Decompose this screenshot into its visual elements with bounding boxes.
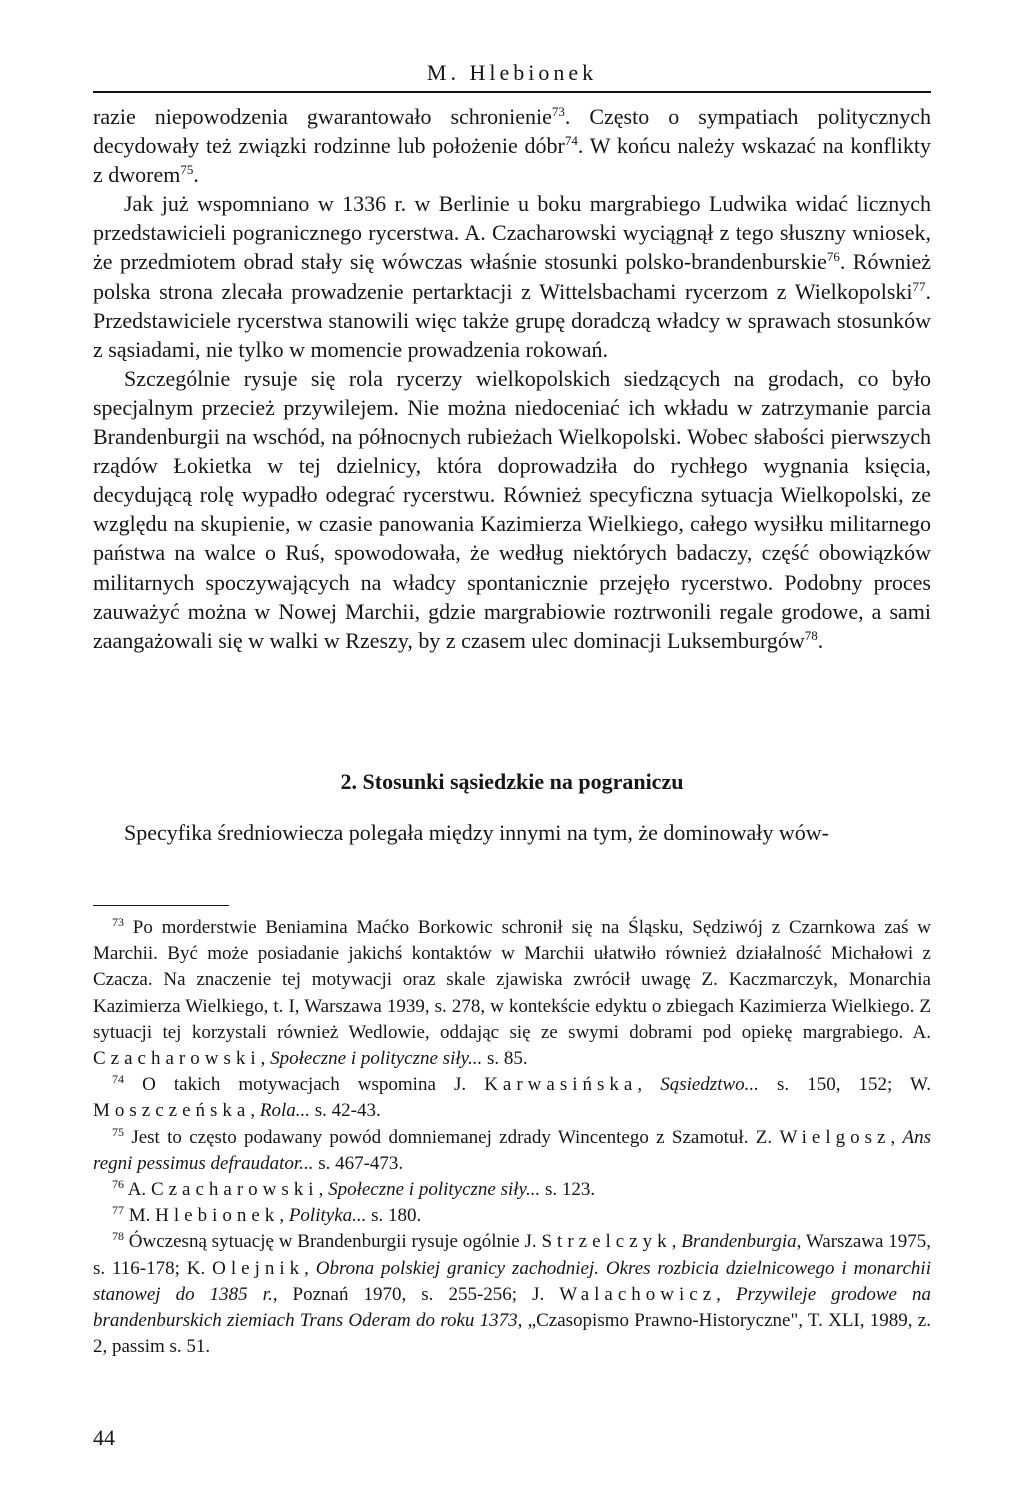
footnote-77 — [93, 1203, 931, 1229]
paragraph-3 — [93, 364, 931, 655]
text-run: , Poznań 1970, s. 255-256; J. — [272, 1283, 560, 1305]
work-title: Rola... — [259, 1100, 310, 1122]
footnote-number: 76 — [112, 1177, 124, 1192]
author-name: Olejnik — [212, 1257, 305, 1279]
paragraph-1 — [93, 102, 931, 189]
text-run: , — [716, 1283, 736, 1305]
work-title: Ans regni pessimus defraudator... — [93, 1126, 932, 1174]
text-run: , „Czasopismo Prawno-Historyczne", T. XLI, 1989, z. 2, passim s. 51. — [93, 1310, 931, 1358]
footnote-number: 73 — [112, 915, 124, 929]
page-number: 44 — [93, 1425, 115, 1450]
text-run: , — [304, 1257, 316, 1279]
work-title: Przywileje grodowe na brandenburskich ziemiach Trans Oderam do roku 1373 — [93, 1283, 932, 1332]
footnote-rule — [93, 905, 229, 906]
footnote-76 — [93, 1177, 931, 1203]
author-name: Hlebionek — [155, 1205, 280, 1227]
text-run: . Przedstawiciele rycerstwa stanowili więc także grupę doradczą władcy w sprawach stosunków z sąsiadami, nie tylko w momencie prowadzenia rokowań. — [93, 278, 931, 362]
author-name: Wielgosz — [779, 1126, 891, 1148]
footnote-ref-76[interactable]: 76 — [826, 249, 840, 265]
footnote-number: 74 — [112, 1072, 124, 1087]
text-run: . Często o sympatiach politycznych decydowały też związki rodzinne lub położenie dóbr — [93, 104, 931, 159]
text-run: . Również polska strona zlecała prowadzenie pertarktacji z Wittelsbachami rycerzom z Wielkopolski — [93, 249, 932, 304]
footnote-74 — [93, 1072, 931, 1124]
footnote-ref-75[interactable]: 75 — [180, 162, 194, 178]
text-run: s. 123. — [540, 1179, 596, 1201]
footnote-number: 78 — [112, 1229, 124, 1244]
author-name: Strzelczyk — [541, 1231, 672, 1253]
work-title: Brandenburgia — [681, 1231, 797, 1253]
text-run: A. — [124, 1179, 151, 1201]
footnote-number: 75 — [112, 1124, 124, 1139]
footnote-73 — [93, 915, 931, 1072]
text-run: . W końcu należy wskazać na konflikty z dworem — [93, 133, 931, 188]
text-run: , — [671, 1231, 682, 1253]
text-run: Jest to często podawany powód domniemanej zdrady Wincentego z Szamotuł. Z. — [124, 1126, 780, 1148]
paragraph-2 — [93, 189, 931, 364]
text-run: , Warszawa 1975, s. 116-178; K. — [93, 1231, 931, 1279]
text-run: , — [260, 1048, 271, 1070]
text-run: . — [193, 162, 199, 188]
text-run: . — [817, 627, 824, 653]
author-name: Moszczeńska — [93, 1100, 251, 1122]
text-run: M. — [124, 1205, 156, 1227]
text-run: , — [637, 1074, 661, 1096]
text-run: razie niepowodzenia gwarantowało schronienie — [93, 104, 552, 129]
work-title: Sąsiedztwo... — [660, 1074, 759, 1096]
text-run: , — [318, 1179, 329, 1201]
text-run: , — [250, 1100, 260, 1122]
text-run: s. 42-43. — [310, 1100, 381, 1122]
footnotes — [93, 915, 931, 1360]
text-run: Jak już wspomniano w 1336 r. w Berlinie u boku margrabiego Ludwika widać licznych przedstawicieli pogranicznego rycerstwa. A. Czacharowski wyciągnął z tego słuszny wniosek, że przedmiotem obrad stały się wówczas właśnie stosunki polsko-brandenburskie — [93, 191, 931, 275]
text-run: Po morderstwie Beniamina Maćko Borkowic schronił się na Śląsku, Sędziwój z Czarnkowa zaś w Marchii. Być może posiadanie jakichś kontaktów w Marchii ułatwiło również działalność Michałowi z Czacza. Na znaczenie tej motywacji oraz skale zjawiska zwrócił uwagę Z. Kaczmarczyk, Monarchia Kazimierza Wielkiego, t. I, Warszawa 1939, s. 278, w kontekście edyktu o zbiegach Kazimierza Wielkiego. Z sytuacji tej korzystali również Wedlowie, oddając się ze swymi dobrami pod opiekę margrabiego. A. — [93, 917, 931, 1043]
text-run: , — [890, 1126, 903, 1148]
text-run: s. 180. — [366, 1205, 422, 1227]
footnote-ref-74[interactable]: 74 — [564, 133, 578, 149]
section-heading: 2. Stosunki sąsiedzkie na pograniczu — [340, 769, 684, 794]
footnote-78 — [93, 1229, 931, 1360]
footnote-ref-78[interactable]: 78 — [804, 627, 818, 643]
work-title: Polityka... — [288, 1205, 367, 1227]
running-head: M. Hlebionek — [426, 60, 598, 85]
text-run: , — [279, 1205, 289, 1227]
text-run: s. 150, 152; W. — [758, 1074, 932, 1096]
body-text — [93, 102, 931, 655]
work-title: Społeczne i polityczne siły... — [328, 1179, 541, 1201]
work-title: Obrona polskiej granicy zachodniej. Okres rozbicia dzielnicowego i monarchii stanowej do 1385 r. — [93, 1257, 931, 1305]
author-name: Czacharowski — [93, 1048, 261, 1070]
author-name: Karwasińska — [484, 1074, 638, 1096]
footnote-ref-77[interactable]: 77 — [912, 278, 926, 294]
text-run: O takich motywacjach wspomina J. — [124, 1074, 485, 1096]
footnote-ref-73[interactable]: 73 — [551, 104, 565, 119]
text-run: s. 85. — [482, 1048, 528, 1070]
header-rule — [93, 91, 931, 93]
footnote-75 — [93, 1125, 931, 1177]
author-name: Walachowicz — [559, 1283, 717, 1305]
footnote-number: 77 — [112, 1203, 124, 1218]
author-name: Czacharowski — [150, 1179, 319, 1201]
text-run: Szczególnie rysuje się rola rycerzy wielkopolskich siedzących na grodach, co było specjalnym przecież przywilejem. Nie można niedoceniać ich wkładu w zatrzymanie parcia Brandenburgii na wschód, na północnych rubieżach Wielkopolski. Wobec słabości pierwszych rządów Łokietka w tej dzielnicy, która doprowadziła do rychłego wygnania księcia, decydującą rolę wypadło odegrać rycerstwu. Również specyficzna sytuacja Wielkopolski, ze względu na skupienie, w czasie panowania Kazimierza Wielkiego, całego wysiłku militarnego państwa na walce o Ruś, spowodowała, że według niektórych badaczy, część obowiązków militarnych spoczywających na władcy spontanicznie przejęło rycerstwo. Podobny proces zauważyć można w Nowej Marchii, gdzie margrabiowie roztrwonili regale grodowe, a sami zaangażowali się w walki w Rzeszy, by z czasem ulec dominacji Luksemburgów — [93, 365, 931, 653]
section-first-line: Specyfika średniowiecza polegała między innymi na tym, że dominowały wów- — [124, 820, 830, 845]
work-title: Społeczne i polityczne siły... — [270, 1048, 483, 1070]
text-run: s. 467-473. — [313, 1152, 404, 1174]
text-run: Ówczesną sytuację w Brandenburgii rysuje ogólnie J. — [124, 1231, 542, 1253]
